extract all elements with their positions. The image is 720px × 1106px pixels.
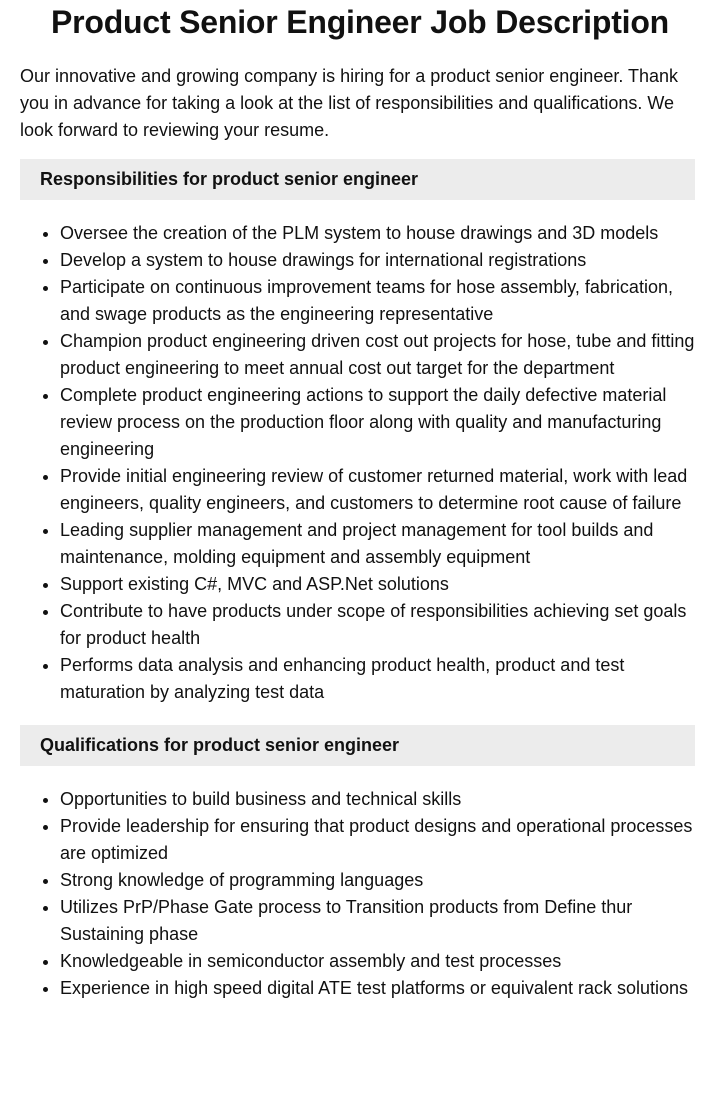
qualifications-heading: Qualifications for product senior engineer xyxy=(20,725,695,766)
list-item: • Support existing C#, MVC and ASP.Net solutions xyxy=(60,571,700,598)
list-item: • Opportunities to build business and technical skills xyxy=(60,786,700,813)
responsibilities-heading: Responsibilities for product senior engineer xyxy=(20,159,695,200)
list-item: • Performs data analysis and enhancing product health, product and test maturation by analyzing test data xyxy=(60,652,700,706)
list-item: • Complete product engineering actions to support the daily defective material review process on the production floor along with quality and manufacturing engineering xyxy=(60,382,700,463)
responsibilities-list xyxy=(20,220,700,706)
list-item: • Develop a system to house drawings for international registrations xyxy=(60,247,700,274)
list-item: • Experience in high speed digital ATE test platforms or equivalent rack solutions xyxy=(60,975,700,1002)
intro-paragraph: Our innovative and growing company is hiring for a product senior engineer. Thank you in advance for taking a look at the list of responsibilities and qualifications. We look forward to reviewing your resume. xyxy=(20,66,679,140)
list-item: • Contribute to have products under scope of responsibilities achieving set goals for product health xyxy=(60,598,700,652)
list-item: • Oversee the creation of the PLM system to house drawings and 3D models xyxy=(60,220,700,247)
list-item: • Utilizes PrP/Phase Gate process to Transition products from Define thur Sustaining phase xyxy=(60,894,700,948)
page-title: Product Senior Engineer Job Description xyxy=(50,4,670,40)
list-item: • Leading supplier management and project management for tool builds and maintenance, molding equipment and assembly equipment xyxy=(60,517,700,571)
list-item: • Participate on continuous improvement teams for hose assembly, fabrication, and swage products as the engineering representative xyxy=(60,274,700,328)
list-item: • Champion product engineering driven cost out projects for hose, tube and fitting product engineering to meet annual cost out target for the department xyxy=(60,328,700,382)
list-item: • Provide leadership for ensuring that product designs and operational processes are optimized xyxy=(60,813,700,867)
qualifications-list xyxy=(20,786,700,1002)
list-item: • Provide initial engineering review of customer returned material, work with lead engineers, quality engineers, and customers to determine root cause of failure xyxy=(60,463,700,517)
list-item: • Strong knowledge of programming languages xyxy=(60,867,700,894)
list-item: • Knowledgeable in semiconductor assembly and test processes xyxy=(60,948,700,975)
